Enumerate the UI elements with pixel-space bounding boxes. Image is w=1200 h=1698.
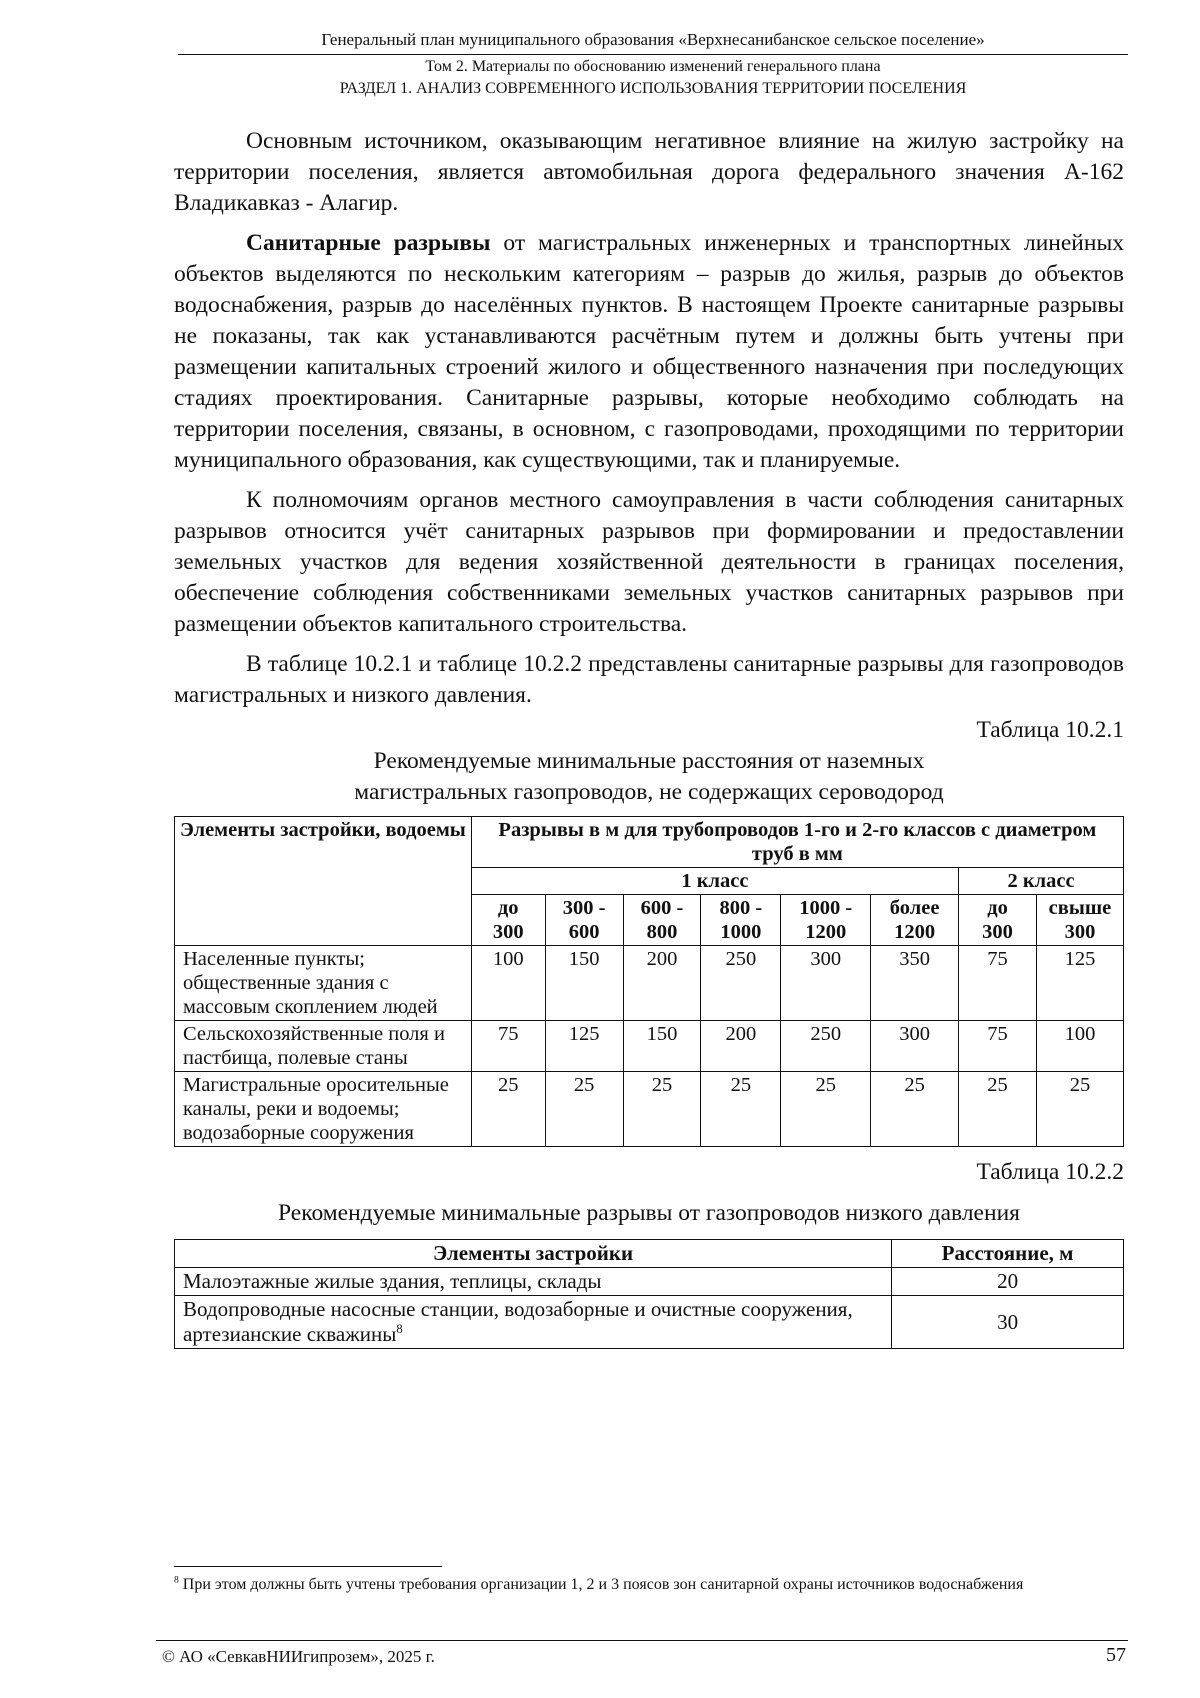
table1-cell: 25 <box>701 1072 781 1147</box>
table1-cell: 75 <box>471 1021 545 1072</box>
table-row <box>175 1296 1124 1349</box>
header-document-title: Генеральный план муниципального образования «Верхнесанибанское сельское поселение» <box>321 30 985 49</box>
paragraph-2-bold-term: Санитарные разрывы <box>246 230 491 256</box>
table1-cell: 300 <box>871 1021 959 1072</box>
table1-cell: 75 <box>959 946 1037 1021</box>
paragraph-2 <box>174 228 1124 476</box>
main-content <box>174 126 1124 1349</box>
table1-header-group: Разрывы в м для трубопроводов 1-го и 2-го классов с диаметром труб в мм <box>471 817 1123 868</box>
table1-header-diameter: 800 - 1000 <box>701 895 781 946</box>
table1-cell: 125 <box>1036 946 1123 1021</box>
paragraph-2-text: от магистральных инженерных и транспортных линейных объектов выделяются по нескольким категориям – разрыв до жилья, разрыв до объектов водоснабжения, разрыв до населённых пунктов. В настоящем Проекте санитарные разрывы не показаны, так как устанавливаются расчётным путем и должны быть учтены при размещении капитальных строений жилого и общественного назначения при последующих стадиях проектирования. Санитарные разрывы, которые необходимо соблюдать на территории поселения, связаны, в основном, с газопроводами, проходящими по территории муниципального образования, как существующими, так и планируемые. <box>174 230 1124 473</box>
table-row <box>175 1021 1124 1072</box>
table1-header-diameter: до 300 <box>959 895 1037 946</box>
table1-cell: 25 <box>959 1072 1037 1147</box>
table1-cell: 25 <box>623 1072 701 1147</box>
footnote-mark: 8 <box>174 1574 179 1586</box>
table1-cell: 200 <box>623 946 701 1021</box>
table1-cell: 25 <box>471 1072 545 1147</box>
table1-cell: 100 <box>471 946 545 1021</box>
table1-row-label: Магистральные оросительные каналы, реки и водоемы; водозаборные сооружения <box>175 1072 472 1147</box>
paragraph-4: В таблице 10.2.1 и таблице 10.2.2 представлены санитарные разрывы для газопроводов магистральных и низкого давления. <box>174 651 1124 708</box>
table1-cell: 100 <box>1036 1021 1123 1072</box>
table2-header-distance: Расстояние, м <box>892 1240 1124 1268</box>
footnote <box>174 1574 1124 1595</box>
table1-cell: 125 <box>545 1021 623 1072</box>
table1-cell: 75 <box>959 1021 1037 1072</box>
table1-header-diameter: более 1200 <box>871 895 959 946</box>
table1-cell: 25 <box>545 1072 623 1147</box>
table1-label: Таблица 10.2.1 <box>976 717 1124 743</box>
page-number: 57 <box>1106 1644 1126 1666</box>
table-row <box>175 946 1124 1021</box>
table1-cell: 250 <box>781 1021 871 1072</box>
table1-cell: 150 <box>623 1021 701 1072</box>
header-divider <box>178 54 1128 55</box>
table1-cell: 25 <box>781 1072 871 1147</box>
table1-header-diameter: 1000 - 1200 <box>781 895 871 946</box>
table2-row-label: Водопроводные насосные станции, водозаборные и очистные сооружения, артезианские скважины <box>183 1297 853 1346</box>
table1-header-class1: 1 класс <box>471 868 958 895</box>
table1-header-class2: 2 класс <box>959 868 1124 895</box>
footnote-text: При этом должны быть учтены требования организации 1, 2 и 3 поясов зон санитарной охраны источников водоснабжения <box>178 1576 1024 1593</box>
table2 <box>174 1239 1124 1349</box>
paragraph-3: К полномочиям органов местного самоуправления в части соблюдения санитарных разрывов относится учёт санитарных разрывов при формировании и предоставлении земельных участков для ведения хозяйственной деятельности в границах поселения, обеспечение соблюдения собственниками земельных участков санитарных разрывов при размещении объектов капитального строительства. <box>174 487 1124 637</box>
header-volume-title: Том 2. Материалы по обоснованию изменений генерального плана <box>425 58 881 75</box>
table1-header-elements: Элементы застройки, водоемы <box>175 817 472 946</box>
footer-copyright: © АО «СевкавНИИгипрозем», 2025 г. <box>162 1647 435 1666</box>
table1-cell: 25 <box>871 1072 959 1147</box>
table2-row-label: Малоэтажные жилые здания, теплицы, склады <box>175 1268 892 1296</box>
table1 <box>174 816 1124 1147</box>
table2-cell: 30 <box>892 1296 1124 1349</box>
table1-cell: 250 <box>701 946 781 1021</box>
table1-row-label: Сельскохозяйственные поля и пастбища, полевые станы <box>175 1021 472 1072</box>
table1-header-diameter: до 300 <box>471 895 545 946</box>
table1-title-line1: Рекомендуемые минимальные расстояния от наземных <box>373 748 925 774</box>
table1-header-diameter: 300 - 600 <box>545 895 623 946</box>
table2-title: Рекомендуемые минимальные разрывы от газопроводов низкого давления <box>278 1200 1020 1226</box>
table-row <box>175 1268 1124 1296</box>
table1-header-diameter: свыше 300 <box>1036 895 1123 946</box>
header-section-title: РАЗДЕЛ 1. АНАЛИЗ СОВРЕМЕННОГО ИСПОЛЬЗОВАНИЯ ТЕРРИТОРИИ ПОСЕЛЕНИЯ <box>339 80 967 97</box>
table2-cell: 20 <box>892 1268 1124 1296</box>
table1-cell: 300 <box>781 946 871 1021</box>
table1-title-line2: магистральных газопроводов, не содержащих сероводород <box>354 779 944 805</box>
table-row <box>175 1072 1124 1147</box>
table1-cell: 150 <box>545 946 623 1021</box>
table2-label: Таблица 10.2.2 <box>976 1159 1124 1185</box>
table2-row-label-cell <box>175 1296 892 1349</box>
table1-row-label: Населенные пункты; общественные здания с массовым скоплением людей <box>175 946 472 1021</box>
table1-cell: 200 <box>701 1021 781 1072</box>
table1-header-diameter: 600 - 800 <box>623 895 701 946</box>
footnote-reference[interactable]: 8 <box>396 1322 403 1336</box>
footer-divider <box>156 1640 1128 1641</box>
paragraph-1: Основным источником, оказывающим негативное влияние на жилую застройку на территории поселения, является автомобильная дорога федерального значения А-162 Владикавказ - Алагир. <box>174 128 1124 216</box>
table1-cell: 350 <box>871 946 959 1021</box>
footnote-divider <box>174 1566 442 1567</box>
table2-header-elements: Элементы застройки <box>175 1240 892 1268</box>
table1-cell: 25 <box>1036 1072 1123 1147</box>
